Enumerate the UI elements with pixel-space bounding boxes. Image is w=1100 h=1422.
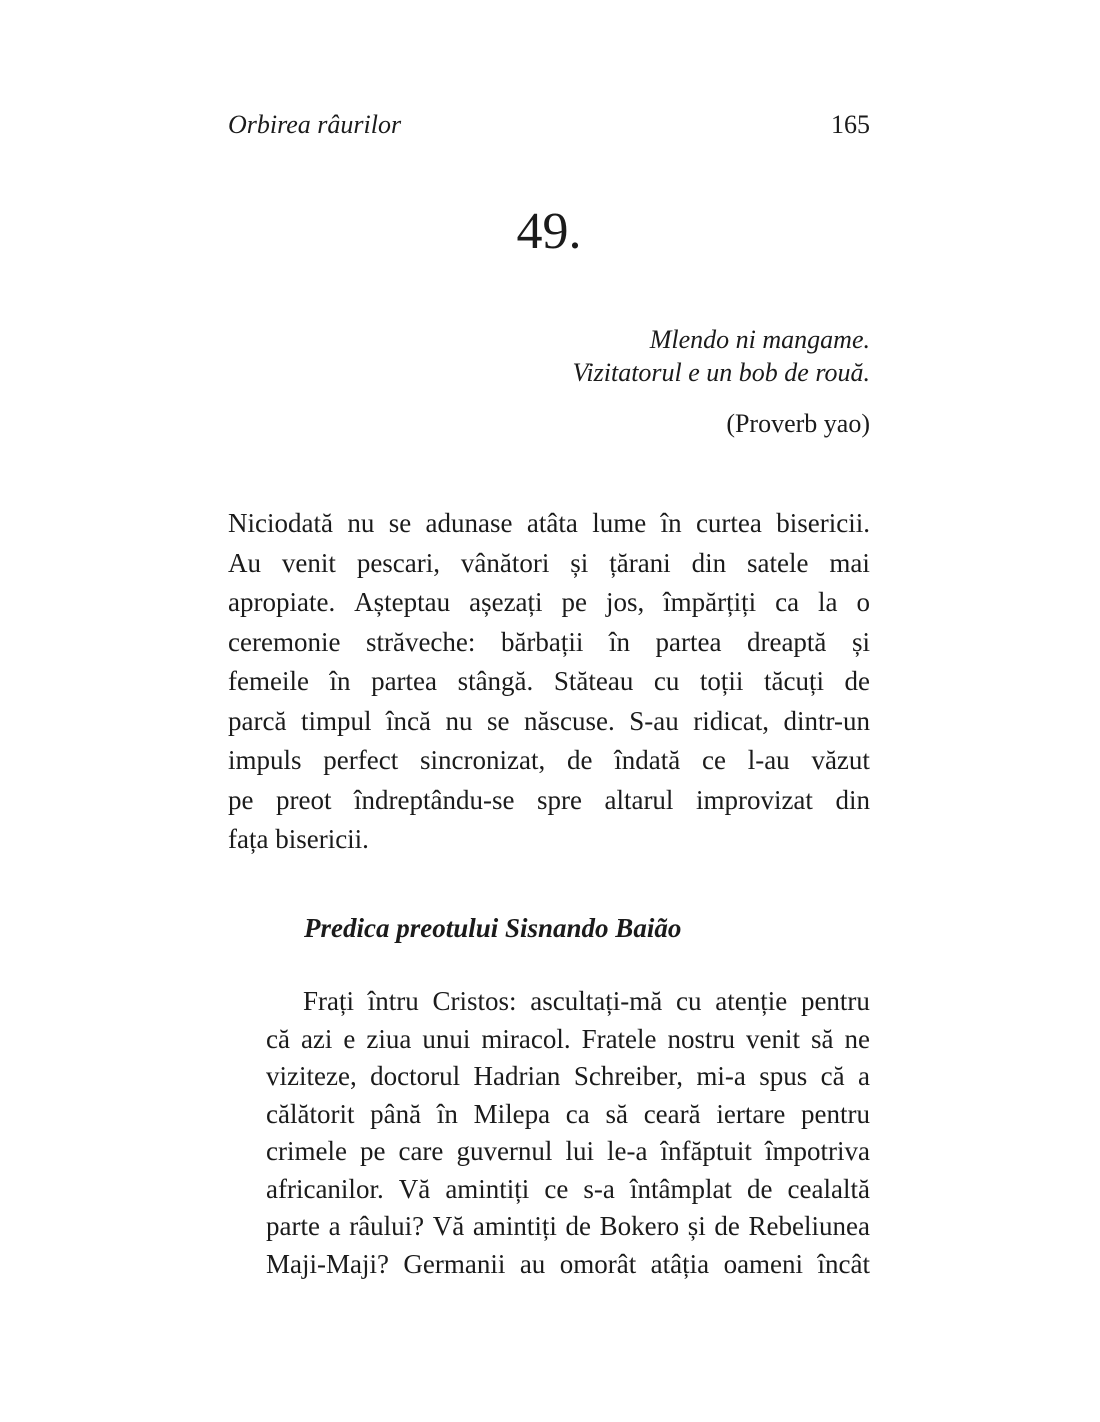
page-number: 165 <box>831 110 870 139</box>
text-line: impuls perfect sincronizat, de îndată ce l-au văzut <box>228 745 870 775</box>
sermon-heading: Predica preotului Sisnando Baião <box>304 913 682 943</box>
text-line: Frați întru Cristos: ascultați-mă cu atenție pentru <box>303 986 870 1016</box>
text-line: viziteze, doctorul Hadrian Schreiber, mi-a spus că a <box>266 1061 870 1091</box>
text-line: pe preot îndreptându-se spre altarul improvizat din <box>228 784 870 815</box>
epigraph-line: Vizitatorul e un bob de rouă. <box>572 358 870 387</box>
text-line: femeile în partea stângă. Stăteau cu toții tăcuți de <box>228 666 870 696</box>
text-line: Au venit pescari, vânători și țărani din satele mai <box>228 547 870 578</box>
text-line: călătorit până în Milepa ca să ceară iertare pentru <box>266 1098 870 1129</box>
chapter-number: 49. <box>516 203 582 260</box>
epigraph <box>228 323 870 389</box>
text-line: parcă timpul încă nu se născuse. S-au ridicat, dintr-un <box>228 705 870 736</box>
epigraph-attribution: (Proverb yao) <box>726 409 870 438</box>
running-header-title: Orbirea râurilor <box>228 110 402 139</box>
text-line: Maji-Maji? Germanii au omorât atâția oameni încât <box>266 1248 870 1279</box>
text-line: ceremonie străveche: bărbații în partea dreaptă și <box>228 626 870 657</box>
epigraph-line: Mlendo ni mangame. <box>649 325 870 354</box>
text-line: apropiate. Așteptau așezați pe jos, împărțiți ca la o <box>228 587 870 617</box>
text-line: parte a râului? Vă amintiți de Bokero și de Rebeliunea <box>266 1211 870 1241</box>
sermon-paragraph <box>266 983 870 1283</box>
running-header <box>228 108 870 142</box>
text-line: fața bisericii. <box>228 824 369 854</box>
text-line: crimele pe care guvernul lui le-a înfăptuit împotriva <box>266 1136 870 1166</box>
text-line: africanilor. Vă amintiți ce s-a întâmplat de cealaltă <box>266 1173 870 1204</box>
text-line: Niciodată nu se adunase atâta lume în curtea bisericii. <box>228 508 870 538</box>
text-line: că azi e ziua unui miracol. Fratele nostru venit să ne <box>266 1023 870 1054</box>
opening-paragraph <box>228 504 870 860</box>
